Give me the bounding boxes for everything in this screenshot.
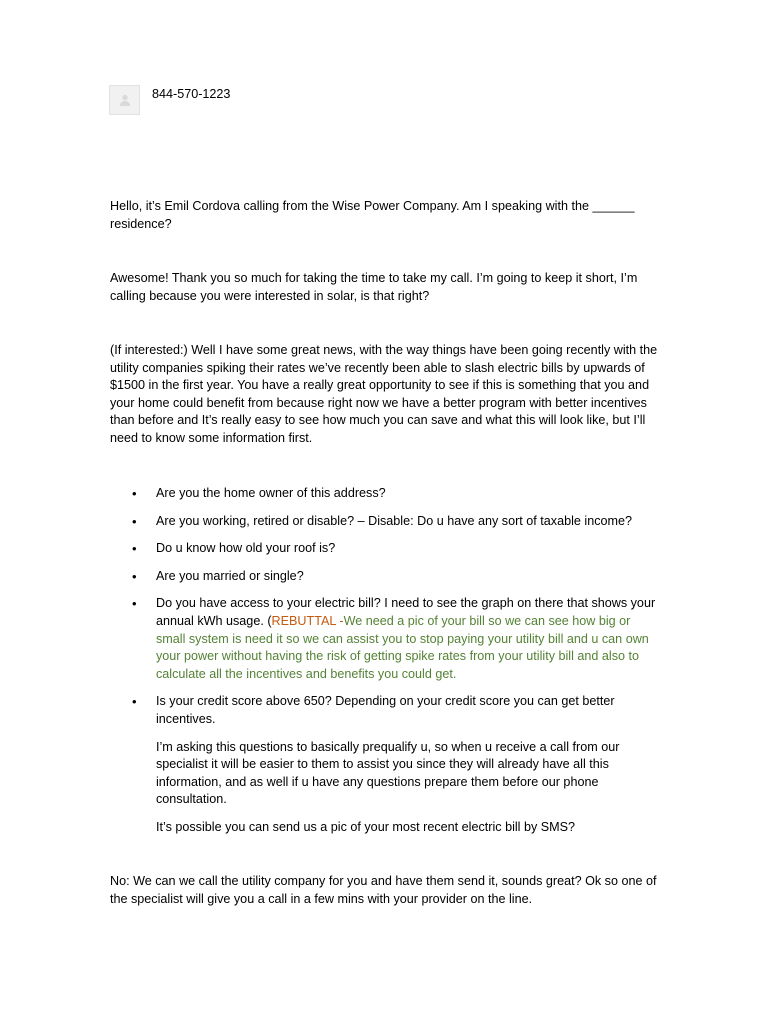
bullet-icon: •: [132, 596, 137, 612]
rebuttal-label: REBUTTAL -: [271, 613, 344, 628]
list-item: [110, 568, 662, 586]
awesome-paragraph: Awesome! Thank you so much for taking the time to take my call. I’m going to keep it short, I’m calling because you were interested in solar, is that right?: [110, 271, 638, 303]
intro-paragraph: Hello, it’s Emil Cordova calling from the Wise Power Company. Am I speaking with the ______ residence?: [110, 199, 635, 231]
bullet-icon: •: [132, 568, 137, 584]
phone-number: 844-570-1223: [152, 87, 231, 101]
rebuttal-text: We need a pic of your bill so we can see how big or small system is need it so we can assist you to stop paying your utility bill and u can own your power without having the risk of getting spike rates from your utility bill and also to calculate all the incentives and benefits you could get.: [156, 613, 649, 681]
list-item: [110, 485, 662, 503]
list-item: [110, 540, 662, 558]
bullet-icon: •: [132, 513, 137, 529]
qualification-questions: [110, 485, 662, 847]
question-homeowner: Are you the home owner of this address?: [156, 486, 386, 500]
interested-paragraph: (If interested:) Well I have some great news, with the way things have been going recently with the utility companies spiking their rates we’ve recently been able to slash electric bills by upwards of $1500 in the first year. You have a really great opportunity to see if this is something that you and your home could benefit from because right now we have a better program with better incentives than before and It’s really easy to see how much you can save and what this will look like, but I’ll need to know some information first.: [110, 343, 658, 445]
sms-bill-note: It’s possible you can send us a pic of your most recent electric bill by SMS?: [156, 819, 576, 834]
question-roof-age: Do u know how old your roof is?: [156, 541, 336, 556]
question-electric-bill: Do you have access to your electric bill? I need to see the graph on there that shows your annual kWh usage. (: [156, 596, 656, 628]
prequalify-note: I’m asking this questions to basically prequalify u, so when u receive a call from our specialist it will be easier to them to assist you since they will already have all this information, and as well if u have any questions prepare them before our phone consultation.: [156, 739, 620, 807]
list-item: [110, 693, 662, 836]
avatar: [109, 85, 140, 115]
bullet-icon: •: [132, 694, 137, 710]
list-item: [110, 595, 662, 683]
no-answer-paragraph: No: We can we call the utility company for you and have them send it, sounds great? Ok so one of the specialist will give you a call in a few mins with your provider on the line.: [110, 874, 657, 906]
list-item: [110, 513, 662, 531]
question-credit-score: Is your credit score above 650? Depending on your credit score you can get better incentives.: [156, 694, 615, 726]
question-marital-status: Are you married or single?: [156, 568, 304, 583]
question-employment: Are you working, retired or disable? – Disable: Do u have any sort of taxable income?: [156, 513, 633, 528]
bullet-icon: •: [132, 486, 137, 501]
person-icon: [118, 93, 132, 107]
bullet-icon: •: [132, 541, 137, 557]
